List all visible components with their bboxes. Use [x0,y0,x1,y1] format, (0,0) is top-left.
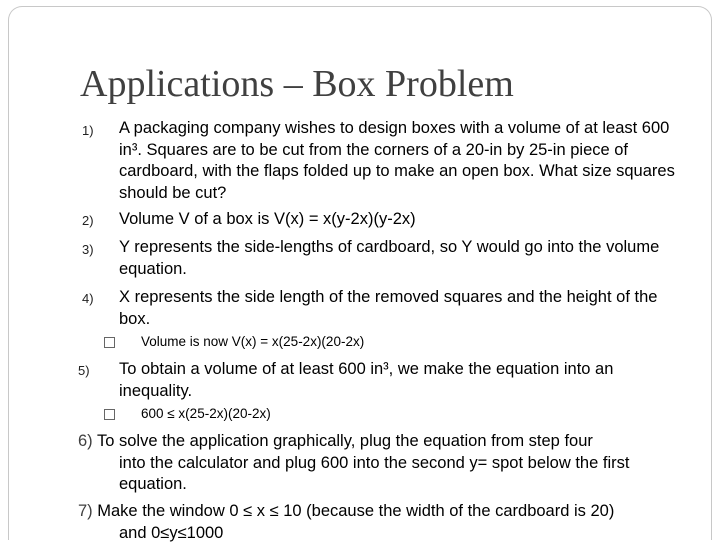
item-number-2: 2) [82,213,94,228]
step-6-line-1: To solve the application graphically, plug the equation from step four [97,432,593,450]
step-6 [78,431,688,496]
step-7 [78,501,688,544]
sub-bullet-marker-5 [104,409,115,420]
step-6-line-2: into the calculator and plug 600 into the second y= spot below the first [78,453,688,475]
sub-bullet-text-5: 600 ≤ x(25-2x)(20-2x) [141,406,271,421]
item-text-4: X represents the side length of the removed squares and the height of the box. [119,287,689,330]
step-6-number: 6) [78,432,93,450]
item-number-1: 1) [82,123,94,138]
step-7-line-1: Make the window 0 ≤ x ≤ 10 (because the width of the cardboard is 20) [97,502,614,520]
item-text-3: Y represents the side-lengths of cardboard, so Y would go into the volume equation. [119,237,689,280]
step-7-number: 7) [78,502,93,520]
item-number-5: 5) [78,363,90,378]
sub-bullet-marker-4 [104,337,115,348]
slide-title: Applications – Box Problem [80,62,514,106]
sub-bullet-text-4: Volume is now V(x) = x(25-2x)(20-2x) [141,334,364,349]
item-number-4: 4) [82,291,94,306]
item-number-3: 3) [82,242,94,257]
item-text-5: To obtain a volume of at least 600 in³, we make the equation into an inequality. [119,359,689,402]
item-text-2: Volume V of a box is V(x) = x(y-2x)(y-2x) [119,209,689,231]
step-7-line-2: and 0≤y≤1000 [78,523,688,544]
item-text-1: A packaging company wishes to design boxes with a volume of at least 600 in³. Squares are to be cut from the corners of a 20-in by 25-in piece of cardboard, with the flaps folded up to make an open box. What size squares should be cut? [119,118,689,204]
step-6-line-3: equation. [78,474,688,496]
